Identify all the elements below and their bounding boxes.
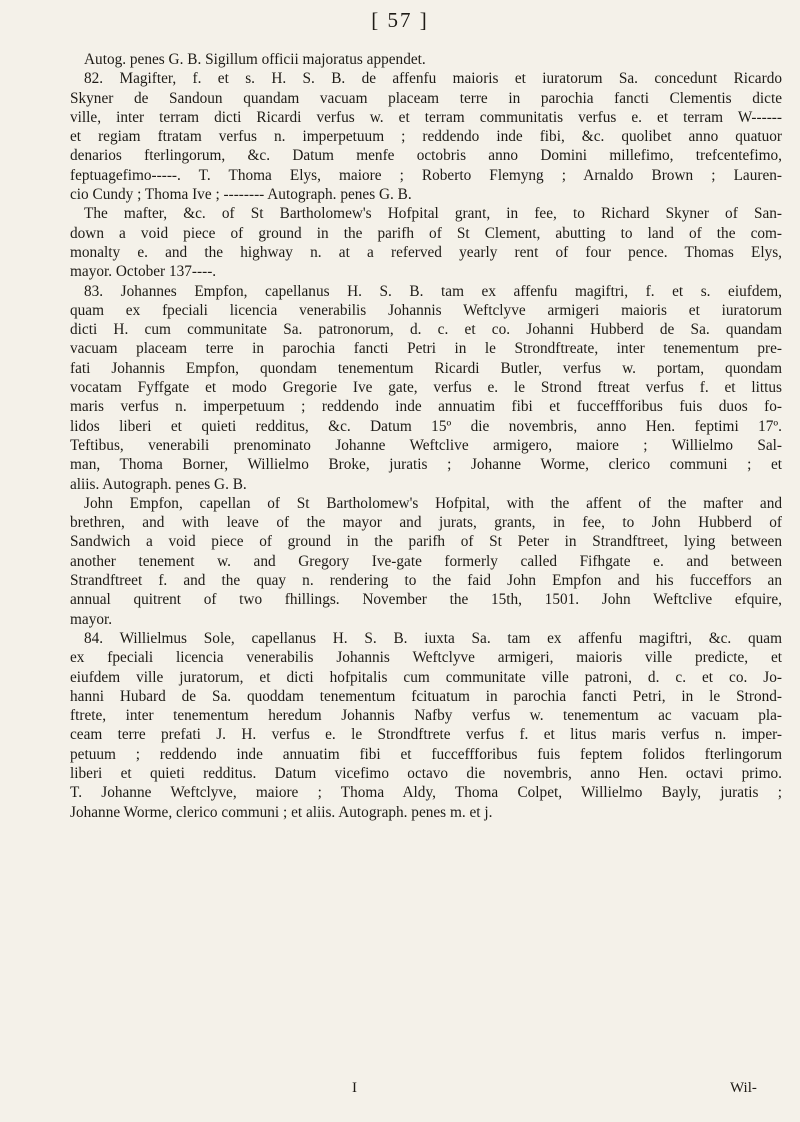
text-line: ville, inter terram dicti Ricardi verfus w. et terram communitatis verfus e. et terram W------ (70, 108, 782, 126)
text-line: quam ex fpeciali licencia venerabilis Johannis Weftclyve armigeri maioris et iuratorum (70, 301, 782, 319)
text-line: lidos liberi et quieti redditus, &c. Datum 15º die novembris, anno Hen. feptimi 17º. (70, 417, 782, 435)
text-line: man, Thoma Borner, Willielmo Broke, juratis ; Johanne Worme, clerico communi ; et (70, 456, 782, 474)
catchword: Wil- (730, 1080, 757, 1096)
text-line: monalty e. and the highway n. at a referved yearly rent of four pence. Thomas Elys, (70, 243, 782, 261)
text-line: John Empfon, capellan of St Bartholomew's Hofpital, with the affent of the mafter and (84, 494, 782, 512)
text-line: Sandwich a void piece of ground in the parifh of St Peter in Strandftreet, lying between (70, 533, 782, 551)
text-line: fati Johannis Empfon, quondam tenementum Ricardi Butler, verfus w. portam, quondam (70, 359, 782, 377)
page-number: [ 57 ] (371, 8, 429, 32)
text-line: down a void piece of ground in the parifh of St Clement, abutting to land of the com- (70, 224, 782, 242)
text-line: mayor. October 137----. (70, 263, 217, 281)
text-line: Autog. penes G. B. Sigillum officii majoratus appendet. (84, 51, 426, 68)
text-line: vacuam placeam terre in parochia fancti Petri in le Strondftreate, inter tenementum pre- (70, 340, 782, 358)
text-line: liberi et quieti redditus. Datum vicefimo octavo die novembris, anno Hen. octavi primo. (70, 764, 782, 782)
text-line: eiufdem ville juratorum, et dicti hofpitalis cum communitate ville patroni, d. c. et co. Jo- (70, 668, 782, 686)
text-line: 82. Magifter, f. et s. H. S. B. de affenfu maioris et iuratorum Sa. concedunt Ricardo (84, 70, 782, 88)
text-line: petuum ; reddendo inde annuatim fibi et fucceffforibus fuis feptem folidos fterlingorum (70, 745, 782, 763)
text-line: cio Cundy ; Thoma Ive ; -------- Autograph. penes G. B. (70, 186, 412, 204)
text-line: The mafter, &c. of St Bartholomew's Hofpital grant, in fee, to Richard Skyner of San- (84, 205, 782, 223)
text-line: denarios fterlingorum, &c. Datum menfe octobris anno Domini millefimo, trefcentefimo, (70, 147, 782, 165)
text-line: ceam terre prefati J. H. verfus e. le Strondftrete verfus f. et litus maris verfus n. imper- (70, 726, 782, 744)
text-line: maris verfus n. imperpetuum ; reddendo inde annuatim fibi et fucceffforibus fuis duos fo- (70, 398, 782, 416)
text-line: Skyner de Sandoun quandam vacuam placeam terre in parochia fancti Clementis dicte (70, 89, 782, 107)
text-line: mayor. (70, 610, 113, 628)
text-line: Johanne Worme, clerico communi ; et aliis. Autograph. penes m. et j. (70, 803, 493, 821)
body-text (70, 50, 782, 822)
text-line: annual quitrent of two fhillings. November the 15th, 1501. John Weftclive efquire, (70, 591, 782, 609)
text-line: dicti H. cum communitate Sa. patronorum, d. c. et co. Johanni Hubberd de Sa. quandam (70, 321, 782, 339)
text-line: et regiam ftratam verfus n. imperpetuum ; reddendo inde fibi, &c. quolibet anno quatuor (70, 128, 782, 146)
text-line: Strandftreet f. and the quay n. rendering to the faid John Empfon and his fucceffors an (70, 572, 782, 590)
text-line: 83. Johannes Empfon, capellanus H. S. B. tam ex affenfu magiftri, f. et s. eiufdem, (84, 282, 782, 300)
text-line: Teftibus, venerabili prenominato Johanne Weftclive armigero, maiore ; Willielmo Sal- (70, 436, 782, 454)
text-line: aliis. Autograph. penes G. B. (70, 475, 247, 493)
signature-mark: I (352, 1080, 357, 1096)
text-line: T. Johanne Weftclyve, maiore ; Thoma Aldy, Thoma Colpet, Willielmo Bayly, juratis ; (70, 784, 782, 802)
text-line: feptuagefimo-----. T. Thoma Elys, maiore ; Roberto Flemyng ; Arnaldo Brown ; Lauren- (70, 166, 782, 184)
text-line: hanni Hubard de Sa. quoddam tenementum fcituatum in parochia fancti Petri, in le Strond- (70, 687, 782, 705)
text-line: brethren, and with leave of the mayor and jurats, grants, in fee, to John Hubberd of (70, 514, 782, 532)
text-line: 84. Willielmus Sole, capellanus H. S. B. iuxta Sa. tam ex affenfu magiftri, &c. quam (84, 629, 782, 647)
text-line: vocatam Fyffgate et modo Gregorie Ive gate, verfus e. le Strond ftreat verfus f. et littus (70, 379, 782, 397)
text-line: another tenement w. and Gregory Ive-gate formerly called Fifhgate e. and between (70, 552, 782, 570)
text-line: ex fpeciali licencia venerabilis Johannis Weftclyve armigeri, maioris ville predicte, et (70, 649, 782, 667)
text-line: ftrete, inter tenementum heredum Johannis Nafby verfus w. tenementum ac vacuam pla- (70, 707, 782, 725)
